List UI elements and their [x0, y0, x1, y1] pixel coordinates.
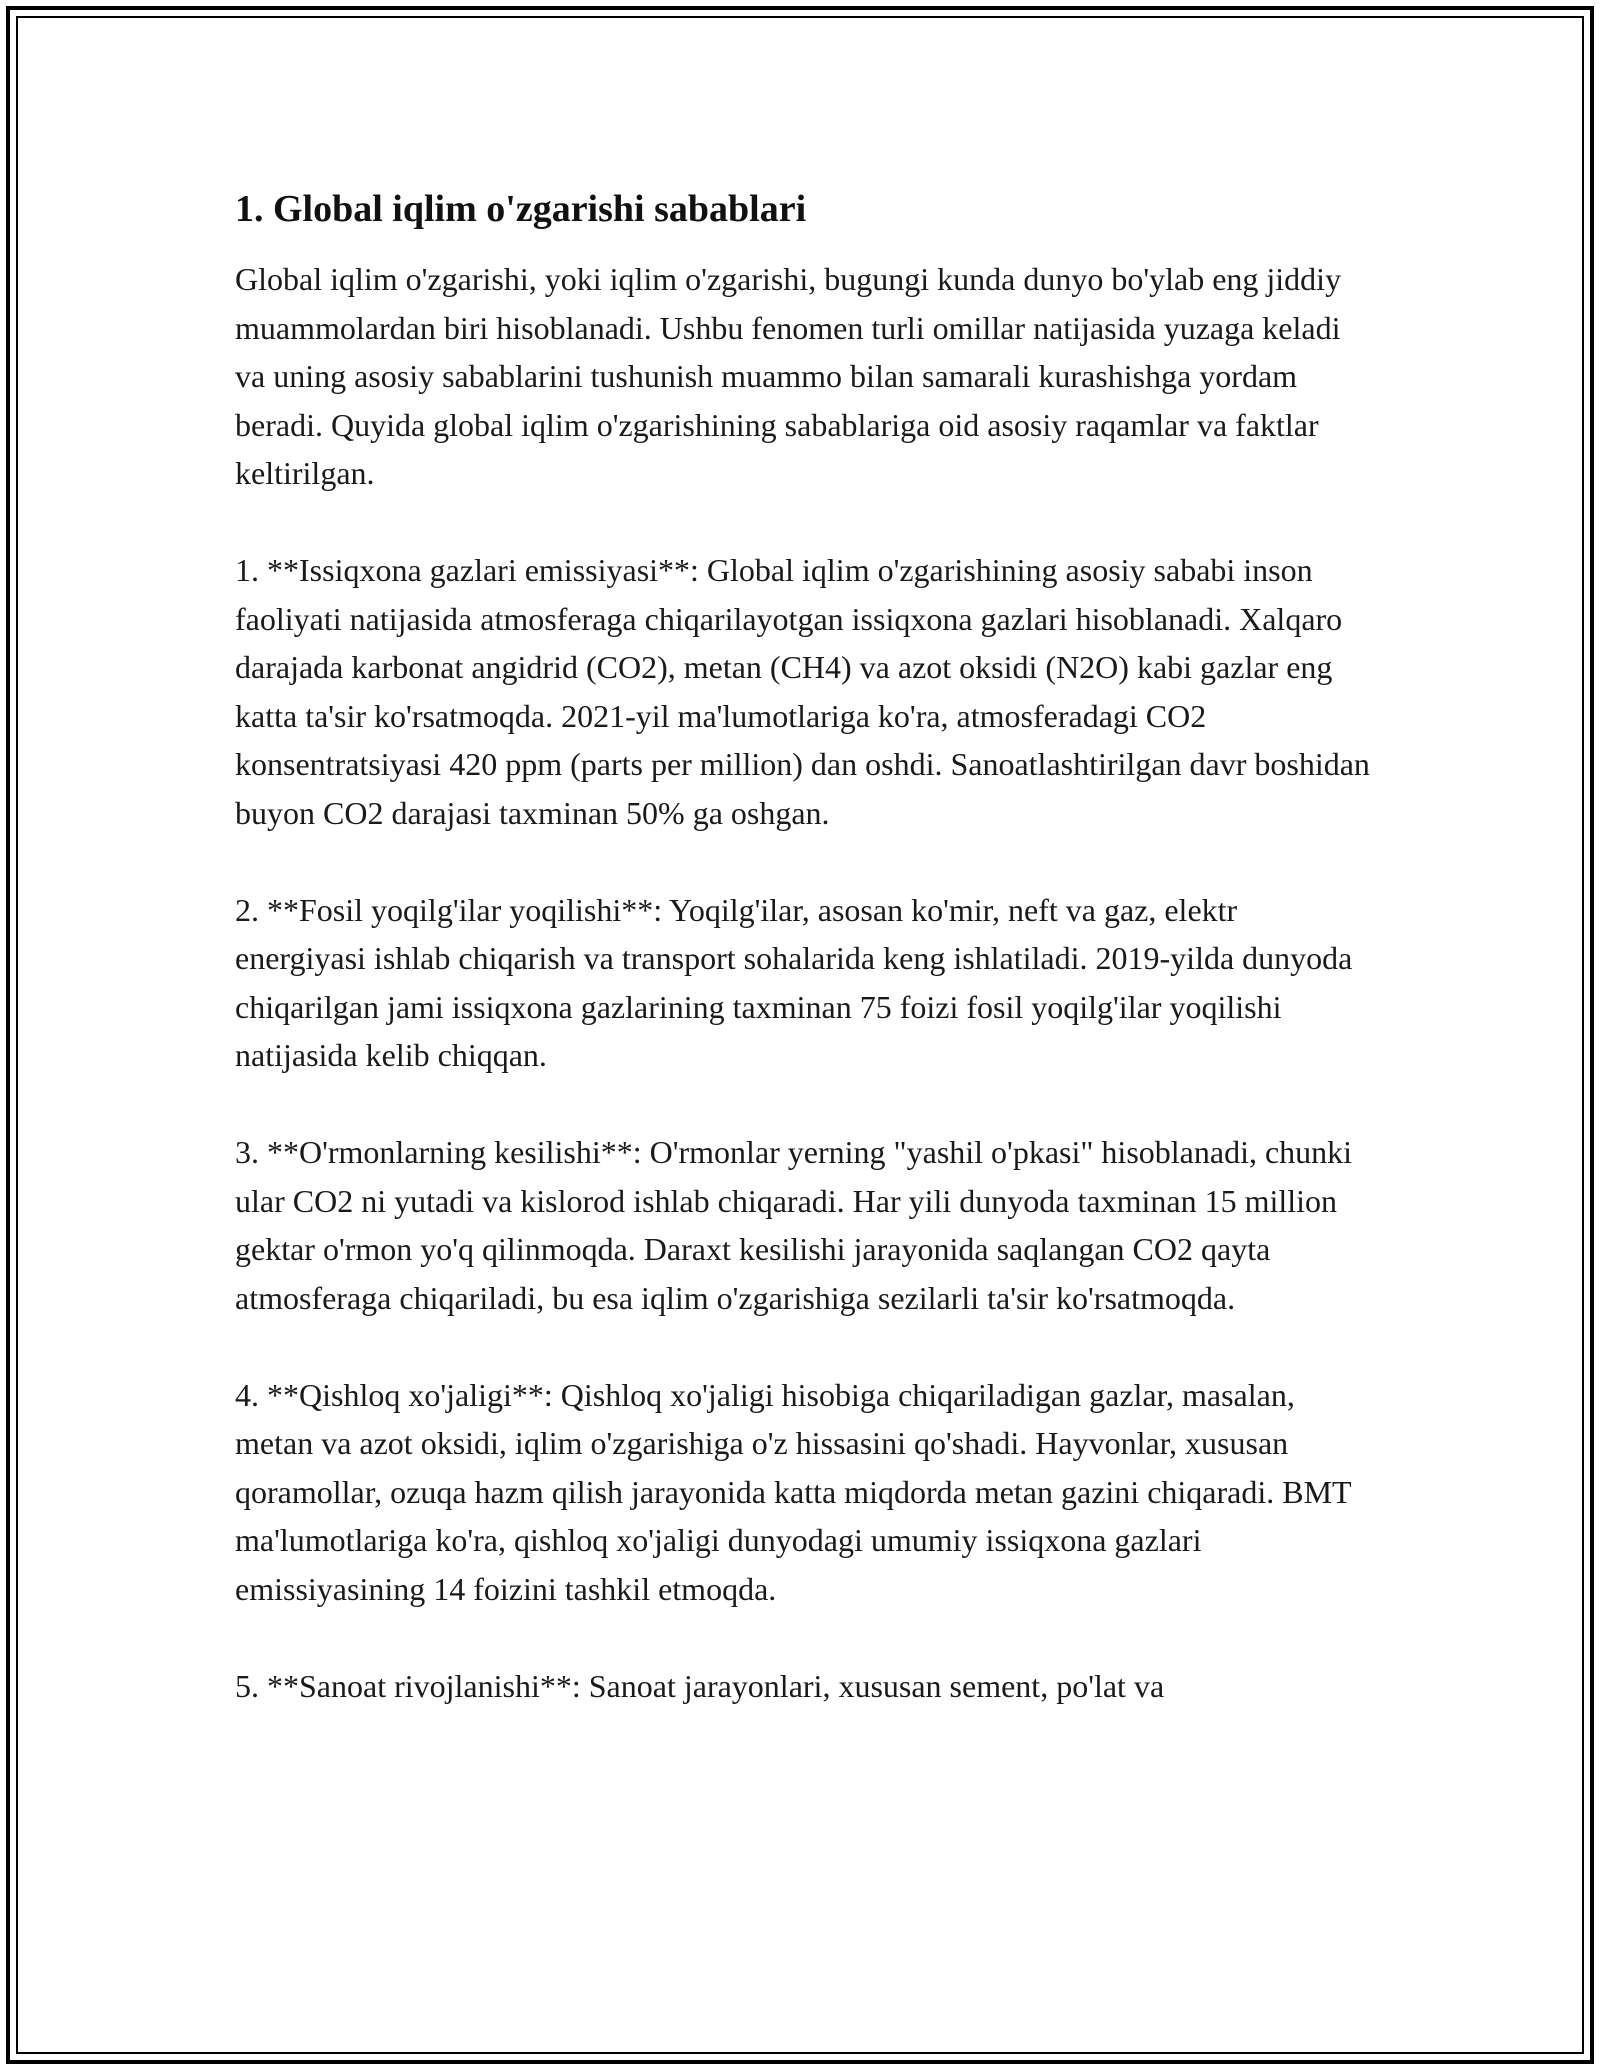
- cause-greenhouse-gases-paragraph: 1. **Issiqxona gazlari emissiyasi**: Global iqlim o'zgarishining asosiy sababi inson faoliyati natijasida atmosferaga chiqarilayotgan issiqxona gazlari hisoblanadi. Xalqaro darajada karbonat angidrid (CO2), metan (CH4) va azot oksidi (N2O) kabi gazlar eng katta ta'sir ko'rsatmoqda. 2021-yil ma'lumotlariga ko'ra, atmosferadagi CO2 konsentratsiyasi 420 ppm (parts per million) dan oshdi. Sanoatlashtirilgan davr boshidan buyon CO2 darajasi taxminan 50% ga oshgan.: [235, 552, 1370, 831]
- document-body: [235, 185, 1375, 1759]
- cause-agriculture-paragraph: 4. **Qishloq xo'jaligi**: Qishloq xo'jaligi hisobiga chiqariladigan gazlar, masalan, metan va azot oksidi, iqlim o'zgarishiga o'z hissasini qo'shadi. Hayvonlar, xususan qoramollar, ozuqa hazm qilish jarayonida katta miqdorda metan gazini chiqaradi. BMT ma'lumotlariga ko'ra, qishloq xo'jaligi dunyodagi umumiy issiqxona gazlari emissiyasining 14 foizini tashkil etmoqda.: [235, 1376, 1351, 1607]
- cause-deforestation-paragraph: 3. **O'rmonlarning kesilishi**: O'rmonlar yerning "yashil o'pkasi" hisoblanadi, chunki ular CO2 ni yutadi va kislorod ishlab chiqaradi. Har yili dunyoda taxminan 15 million gektar o'rmon yo'q qilinmoqda. Daraxt kesilishi jarayonida saqlangan CO2 qayta atmosferaga chiqariladi, bu esa iqlim o'zgarishiga sezilarli ta'sir ko'rsatmoqda.: [235, 1134, 1353, 1316]
- cause-fossil-fuels-paragraph: 2. **Fosil yoqilg'ilar yoqilishi**: Yoqilg'ilar, asosan ko'mir, neft va gaz, elektr energiyasi ishlab chiqarish va transport sohalarida keng ishlatiladi. 2019-yilda dunyoda chiqarilgan jami issiqxona gazlarining taxminan 75 foizi fosil yoqilg'ilar yoqilishi natijasida kelib chiqqan.: [235, 891, 1353, 1073]
- section-title: 1. Global iqlim o'zgarishi sabablari: [235, 188, 807, 230]
- intro-paragraph: Global iqlim o'zgarishi, yoki iqlim o'zgarishi, bugungi kunda dunyo bo'ylab eng jiddiy muammolardan biri hisoblanadi. Ushbu fenomen turli omillar natijasida yuzaga keladi va uning asosiy sabablarini tushunish muammo bilan samarali kurashishga yordam beradi. Quyida global iqlim o'zgarishining sabablariga oid asosiy raqamlar va faktlar keltirilgan.: [235, 261, 1342, 491]
- cause-industry-paragraph: 5. **Sanoat rivojlanishi**: Sanoat jarayonlari, xususan sement, po'lat va: [235, 1667, 1165, 1704]
